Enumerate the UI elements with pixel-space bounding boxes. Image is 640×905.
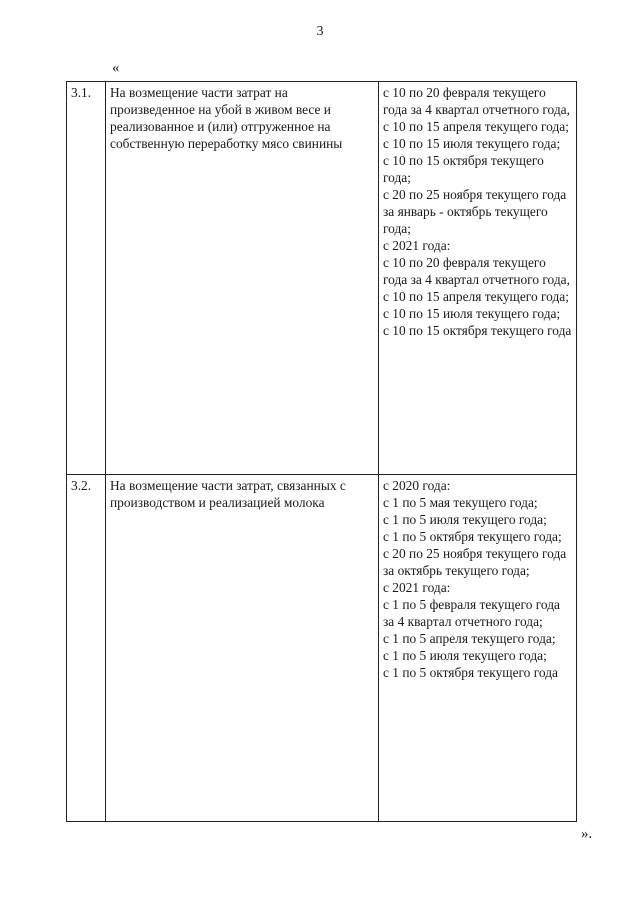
table-row <box>67 475 577 822</box>
date-entry: с 1 по 5 мая текущего года; <box>383 495 538 510</box>
date-entry: с 2021 года: <box>383 580 451 595</box>
date-entry: с 10 по 15 апреля текущего года; <box>383 119 569 134</box>
row-dates <box>379 82 577 475</box>
date-entry: с 1 по 5 февраля текущего года за 4 квартал отчетного года; <box>383 597 560 629</box>
date-entry: с 20 по 25 ноября текущего года за октябрь текущего года; <box>383 546 567 578</box>
row-number: 3.2. <box>67 475 106 822</box>
row-description: На возмещение части затрат, связанных с производством и реализацией молока <box>106 475 379 822</box>
closing-quote: ». <box>581 826 593 842</box>
date-entry: с 10 по 15 октября текущего года <box>383 323 572 338</box>
page-number: 3 <box>316 24 324 39</box>
row-dates <box>379 475 577 822</box>
row-number: 3.1. <box>67 82 106 475</box>
date-entry: с 1 по 5 октября текущего года; <box>383 529 562 544</box>
row-description: На возмещение части затрат на произведенное на убой в живом весе и реализованное и (или) отгруженное на собственную переработку мясо свинины <box>106 82 379 475</box>
date-entry: с 2020 года: <box>383 478 451 493</box>
opening-quote: « <box>112 60 120 76</box>
date-entry: с 1 по 5 октября текущего года <box>383 665 558 680</box>
date-entry: с 1 по 5 июля текущего года; <box>383 512 547 527</box>
date-entry: с 1 по 5 апреля текущего года; <box>383 631 556 646</box>
schedule-table <box>66 81 577 822</box>
date-entry: с 20 по 25 ноября текущего года за январь - октябрь текущего года; <box>383 187 567 236</box>
date-entry: с 2021 года: <box>383 238 451 253</box>
date-entry: с 10 по 15 апреля текущего года; <box>383 289 569 304</box>
table-row <box>67 82 577 475</box>
date-entry: с 10 по 15 июля текущего года; <box>383 306 561 321</box>
date-entry: с 10 по 20 февраля текущего года за 4 квартал отчетного года, <box>383 85 570 117</box>
date-entry: с 10 по 15 июля текущего года; <box>383 136 561 151</box>
date-entry: с 10 по 20 февраля текущего года за 4 квартал отчетного года, <box>383 255 570 287</box>
date-entry: с 1 по 5 июля текущего года; <box>383 648 547 663</box>
date-entry: с 10 по 15 октября текущего года; <box>383 153 544 185</box>
